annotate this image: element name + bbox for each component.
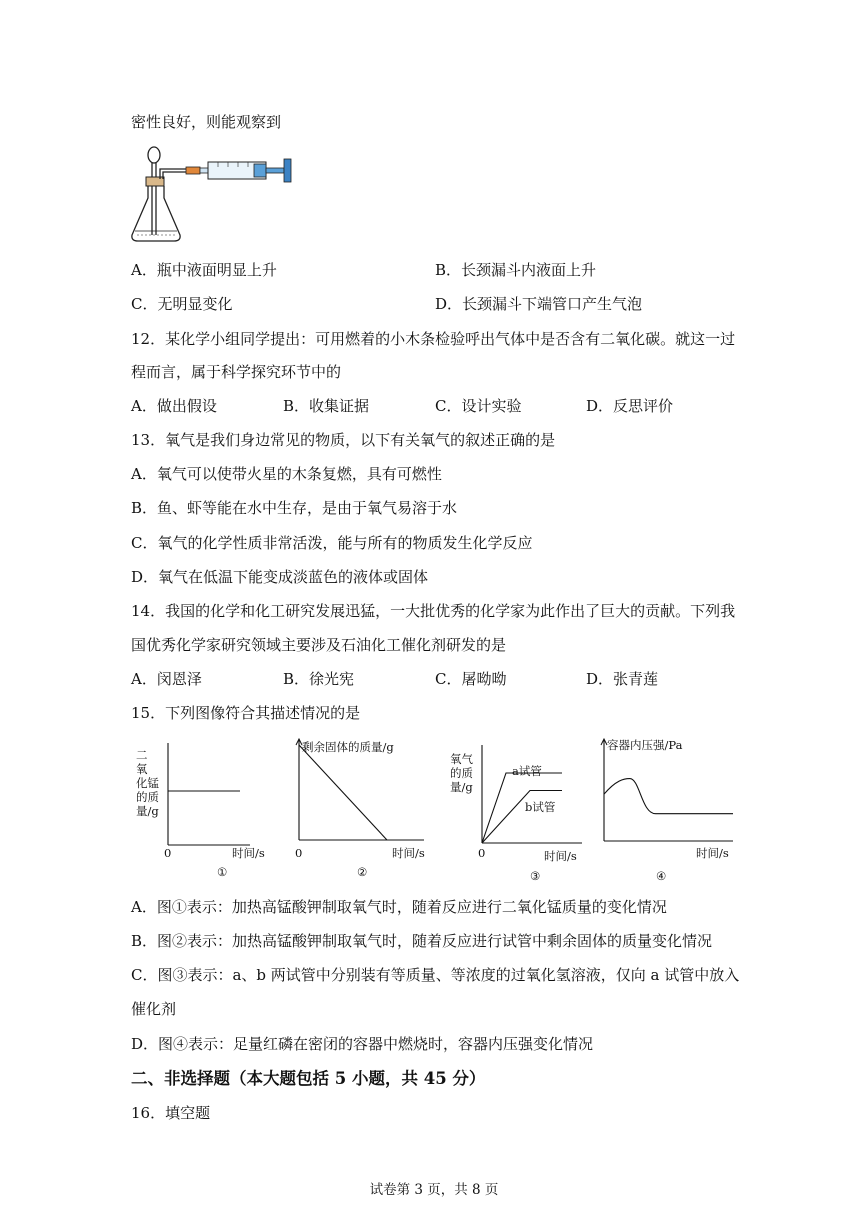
chart-4 xyxy=(598,735,743,885)
chart-1-ylabel xyxy=(136,748,159,818)
chart-1 xyxy=(130,735,265,885)
q11-option-d: D．长颈漏斗下端管口产生气泡 xyxy=(435,295,643,313)
q15-option-c-line2: 催化剂 xyxy=(131,1000,177,1018)
q13-option-d: D．氧气在低温下能变成淡蓝色的液体或固体 xyxy=(131,568,429,586)
q13-option-b: B．鱼、虾等能在水中生存，是由于氧气易溶于水 xyxy=(131,499,458,517)
svg-text:的质: 的质 xyxy=(450,766,473,780)
q12-stem-line2: 程而言，属于科学探究环节中的 xyxy=(131,363,342,381)
q13-option-c: C．氧气的化学性质非常活泼，能与所有的物质发生化学反应 xyxy=(131,534,533,552)
chart-3-series-b-line xyxy=(482,791,562,844)
svg-text:的质: 的质 xyxy=(136,790,159,804)
q13-option-a: A．氧气可以使带火星的木条复燃，具有可燃性 xyxy=(131,465,442,483)
chart-2-caption: ② xyxy=(357,865,368,879)
chart-3 xyxy=(450,735,590,885)
chart-3-caption: ③ xyxy=(530,869,541,883)
chart-3-series-a-label: a试管 xyxy=(512,764,542,778)
chart-4-series-line xyxy=(604,779,733,814)
q11-option-a: A．瓶中液面明显上升 xyxy=(131,261,277,279)
q14-stem-line2: 国优秀化学家研究领域主要涉及石油化工催化剂研发的是 xyxy=(131,636,507,654)
svg-text:量/g: 量/g xyxy=(136,804,159,818)
page-footer: 试卷第 3 页，共 8 页 xyxy=(369,1182,499,1198)
svg-text:氧: 氧 xyxy=(136,762,148,776)
q15-option-a: A．图①表示：加热高锰酸钾制取氧气时，随着反应进行二氧化锰质量的变化情况 xyxy=(131,898,667,916)
chart-1-xlabel: 时间/s xyxy=(232,846,265,860)
q14-stem-line1: 14．我国的化学和化工研究发展迅猛，一大批优秀的化学家为此作出了巨大的贡献。下列我 xyxy=(131,602,736,620)
q15-option-d: D．图④表示：足量红磷在密闭的容器中燃烧时，容器内压强变化情况 xyxy=(131,1035,594,1053)
q14-option-b: B．徐光宪 xyxy=(283,670,355,688)
q16-stem: 16．填空题 xyxy=(131,1104,211,1122)
chart-3-ylabel xyxy=(450,752,473,794)
chart-2-series-line xyxy=(299,745,387,840)
q11-option-b: B．长颈漏斗内液面上升 xyxy=(435,261,597,279)
q12-option-b: B．收集证据 xyxy=(283,397,370,415)
chart-4-ylabel: 容器内压强/Pa xyxy=(607,738,683,752)
q12-stem-line1: 12．某化学小组同学提出：可用燃着的小木条检验呼出气体中是否含有二氧化碳。就这一过 xyxy=(131,330,736,348)
svg-text:氧气: 氧气 xyxy=(450,752,473,766)
q15-option-c-line1: C．图③表示：a、b 两试管中分别装有等质量、等浓度的过氧化氢溶液，仅向 a 试管中放入 xyxy=(131,966,740,984)
q12-option-d: D．反思评价 xyxy=(586,397,674,415)
chart-2-origin: 0 xyxy=(295,846,303,860)
chart-4-xlabel: 时间/s xyxy=(696,846,729,860)
chart-2 xyxy=(294,735,434,885)
q13-stem: 13．氧气是我们身边常见的物质，以下有关氧气的叙述正确的是 xyxy=(131,431,556,449)
chart-2-ylabel: 剩余固体的质量/g xyxy=(302,740,394,754)
chart-2-xlabel: 时间/s xyxy=(392,846,425,860)
q11-stem-tail: 密性良好，则能观察到 xyxy=(131,113,282,131)
q14-option-c: C．屠呦呦 xyxy=(435,670,507,688)
q15-stem: 15．下列图像符合其描述情况的是 xyxy=(131,704,361,722)
chart-3-series-b-label: b试管 xyxy=(525,800,556,814)
q15-option-b: B．图②表示：加热高锰酸钾制取氧气时，随着反应进行试管中剩余固体的质量变化情况 xyxy=(131,932,713,950)
svg-text:二: 二 xyxy=(136,748,148,762)
chart-3-xlabel: 时间/s xyxy=(544,849,577,863)
chart-4-caption: ④ xyxy=(656,869,667,883)
chart-3-origin: 0 xyxy=(478,846,486,860)
chart-1-origin: 0 xyxy=(164,846,172,860)
q14-option-a: A．闵恩泽 xyxy=(131,670,202,688)
chart-1-caption: ① xyxy=(217,865,228,879)
q12-option-c: C．设计实验 xyxy=(435,397,522,415)
section-2-heading: 二、非选择题（本大题包括 5 小题，共 45 分） xyxy=(131,1069,486,1088)
svg-text:化锰: 化锰 xyxy=(136,776,159,790)
svg-text:量/g: 量/g xyxy=(450,780,473,794)
q12-option-a: A．做出假设 xyxy=(131,397,217,415)
q11-option-c: C．无明显变化 xyxy=(131,295,233,313)
apparatus-figure xyxy=(128,143,308,248)
q14-option-d: D．张青莲 xyxy=(586,670,659,688)
